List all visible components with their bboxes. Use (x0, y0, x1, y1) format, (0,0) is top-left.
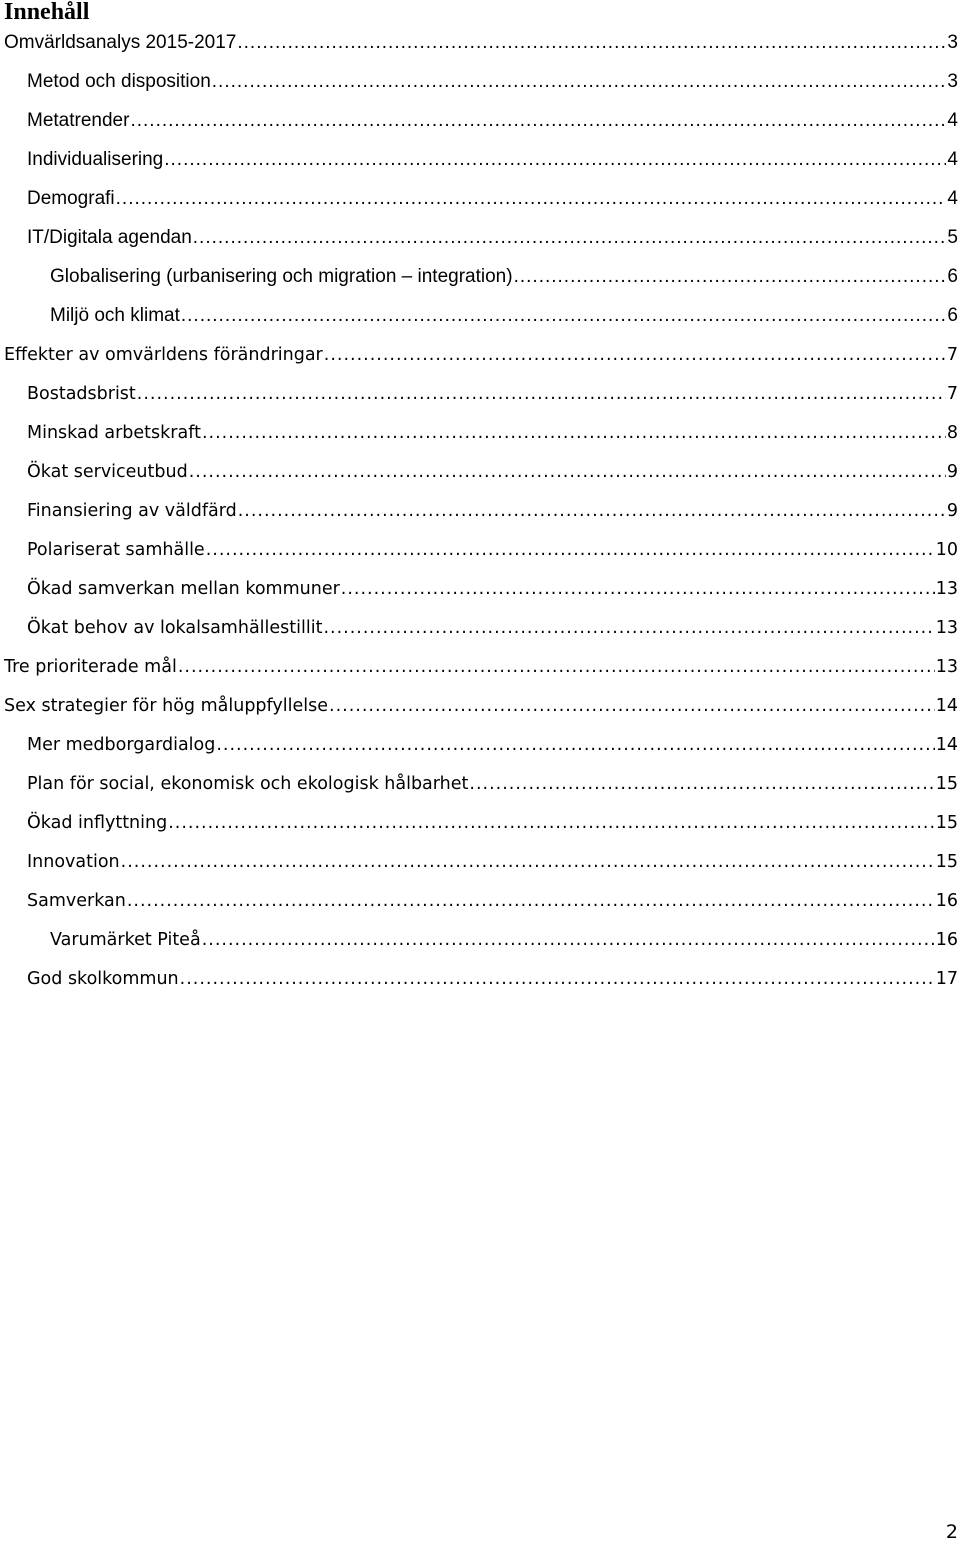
toc-entry[interactable] (4, 537, 958, 576)
toc-entry-title: Demografi (27, 188, 115, 209)
toc-entry-title: Ökat serviceutbud (27, 462, 188, 482)
toc-entry-title: Mer medborgardialog (27, 735, 216, 755)
toc-dot-leader (323, 615, 934, 641)
toc-entry-page: 4 (947, 149, 958, 170)
toc-entry-title: Ökat behov av lokalsamhällestillit (27, 618, 323, 638)
toc-entry-title: Ökad samverkan mellan kommuner (27, 579, 340, 599)
page-number: 2 (945, 1521, 958, 1543)
toc-entry-title: Tre prioriterade mål (4, 657, 177, 677)
toc-dot-leader (178, 654, 935, 680)
toc-entry[interactable] (4, 225, 958, 264)
toc-entry-title: IT/Digitala agendan (27, 227, 192, 248)
toc-entry-page: 17 (935, 969, 958, 989)
toc-entry[interactable] (4, 966, 958, 1005)
toc-dot-leader (202, 420, 946, 446)
toc-entry[interactable] (4, 303, 958, 342)
toc-entry-title: Minskad arbetskraft (27, 423, 201, 443)
toc-entry[interactable] (4, 576, 958, 615)
toc-dot-leader (168, 810, 935, 836)
toc-entry-title: Samverkan (27, 891, 126, 911)
toc-heading: Innehåll (4, 0, 90, 25)
toc-entry-title: Finansiering av väldfärd (27, 501, 237, 521)
toc-entry[interactable] (4, 264, 958, 303)
toc-entry-page: 13 (935, 618, 958, 638)
toc-dot-leader (469, 771, 934, 797)
toc-entry-page: 16 (935, 891, 958, 911)
toc-entry-title: Plan för social, ekonomisk och ekologisk hålbarhet (27, 774, 469, 794)
toc-dot-leader (216, 732, 934, 758)
toc-entry[interactable] (4, 108, 958, 147)
toc-entry-title: Globalisering (urbanisering och migration – integration) (50, 266, 513, 287)
toc-entry-title: Polariserat samhälle (27, 540, 205, 560)
toc-dot-leader (181, 303, 947, 329)
toc-entry[interactable] (4, 771, 958, 810)
toc-entry-page: 8 (946, 423, 958, 443)
toc-entry[interactable] (4, 498, 958, 537)
toc-entry[interactable] (4, 30, 958, 69)
toc-entry[interactable] (4, 69, 958, 108)
toc-entry[interactable] (4, 849, 958, 888)
toc-dot-leader (202, 927, 935, 953)
toc-entry[interactable] (4, 381, 958, 420)
toc-dot-leader (206, 537, 935, 563)
toc-dot-leader (121, 849, 935, 875)
toc-dot-leader (341, 576, 935, 602)
toc-dot-leader (127, 888, 935, 914)
toc-entry[interactable] (4, 654, 958, 693)
toc-dot-leader (238, 498, 946, 524)
toc-entry-page: 13 (935, 579, 958, 599)
toc-entry-title: Omvärldsanalys 2015-2017 (4, 32, 237, 53)
toc-entry-page: 16 (935, 930, 958, 950)
toc-entry-title: Metatrender (27, 110, 130, 131)
toc-entry-page: 14 (935, 735, 958, 755)
toc-entry-title: Miljö och klimat (50, 305, 180, 326)
toc-entry-page: 6 (947, 266, 958, 287)
toc-dot-leader (116, 186, 947, 212)
toc-entry[interactable] (4, 147, 958, 186)
toc-dot-leader (180, 966, 935, 992)
toc-dot-leader (329, 693, 935, 719)
toc-entry-page: 5 (947, 227, 958, 248)
toc-dot-leader (137, 381, 946, 407)
toc-entry-page: 15 (935, 774, 958, 794)
toc-dot-leader (212, 69, 947, 95)
table-of-contents (4, 30, 960, 1005)
toc-entry-page: 4 (947, 110, 958, 131)
toc-entry[interactable] (4, 420, 958, 459)
toc-entry-title: God skolkommun (27, 969, 179, 989)
toc-entry[interactable] (4, 810, 958, 849)
toc-entry-page: 10 (935, 540, 958, 560)
toc-dot-leader (130, 108, 946, 134)
toc-entry-page: 13 (935, 657, 958, 677)
toc-entry[interactable] (4, 732, 958, 771)
toc-entry[interactable] (4, 615, 958, 654)
toc-entry-page: 6 (947, 305, 958, 326)
toc-dot-leader (514, 264, 947, 290)
toc-dot-leader (189, 459, 946, 485)
toc-entry-title: Effekter av omvärldens förändringar (4, 345, 323, 365)
toc-entry-page: 9 (946, 501, 958, 521)
toc-entry-page: 15 (935, 813, 958, 833)
toc-entry[interactable] (4, 186, 958, 225)
toc-entry[interactable] (4, 459, 958, 498)
toc-dot-leader (164, 147, 946, 173)
toc-entry-title: Individualisering (27, 149, 164, 170)
toc-entry-page: 3 (947, 32, 958, 53)
toc-entry[interactable] (4, 342, 958, 381)
toc-dot-leader (324, 342, 946, 368)
toc-entry[interactable] (4, 927, 958, 966)
toc-entry[interactable] (4, 693, 958, 732)
toc-dot-leader (237, 30, 946, 56)
toc-entry[interactable] (4, 888, 958, 927)
toc-entry-page: 15 (935, 852, 958, 872)
toc-entry-title: Varumärket Piteå (50, 930, 201, 950)
toc-entry-title: Sex strategier för hög måluppfyllelse (4, 696, 328, 716)
toc-entry-page: 9 (946, 462, 958, 482)
toc-entry-title: Metod och disposition (27, 71, 211, 92)
toc-dot-leader (193, 225, 947, 251)
toc-entry-page: 4 (947, 188, 958, 209)
toc-entry-page: 7 (946, 384, 958, 404)
toc-entry-page: 3 (947, 71, 958, 92)
toc-entry-page: 7 (946, 345, 958, 365)
toc-entry-title: Bostadsbrist (27, 384, 136, 404)
toc-entry-title: Ökad inflyttning (27, 813, 168, 833)
toc-entry-title: Innovation (27, 852, 120, 872)
toc-entry-page: 14 (935, 696, 958, 716)
